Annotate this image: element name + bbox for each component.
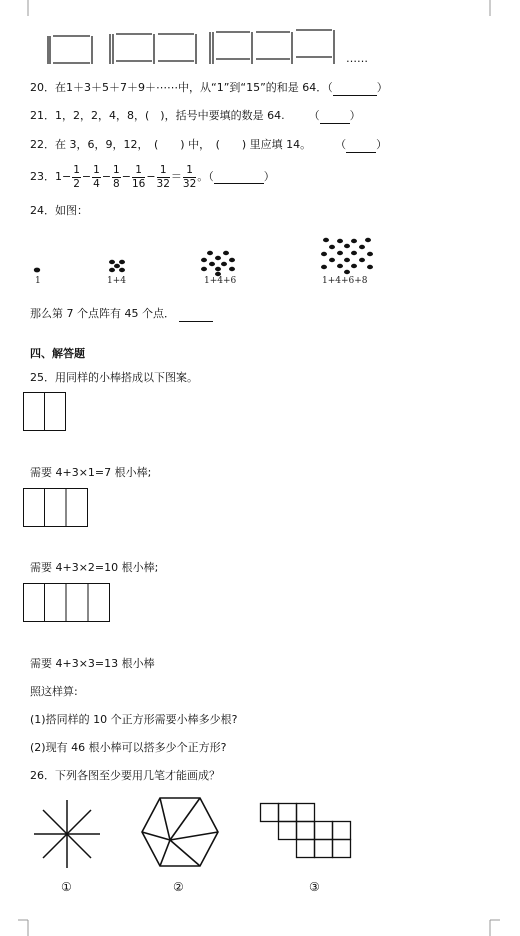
sequence-ellipsis: …… (346, 52, 368, 65)
hexagon-figure (140, 796, 220, 868)
answer-blank[interactable] (179, 309, 213, 322)
question-text: 1，2，2，4，8，( )，括号中要填的数是 64. (55, 109, 285, 122)
figure-label-1: ① (61, 880, 72, 894)
fraction: $\frac{1}{16}$ (131, 163, 146, 190)
question-number: 21． (30, 109, 55, 122)
stick-sequence-figure (40, 26, 380, 66)
question-20: 20．在1＋3＋5＋7＋9＋⋯⋯中，从“1”到“15”的和是 64．（ ） (30, 81, 388, 94)
sticks-needed-3: 需要 4+3×3=13 根小棒 (30, 657, 155, 670)
question-24 (30, 203, 88, 219)
question-22: 22．在 3，6，9，12， ( ) 中， ( ) 里应填 14。 （ ） (30, 138, 388, 151)
question-number: 22． (30, 138, 55, 151)
figure-label-2: ② (173, 880, 184, 894)
square-row-2 (23, 488, 93, 530)
sub-question-2: (2)现有 46 根小棒可以搭多少个正方形? (30, 741, 227, 754)
square-row-1 (23, 392, 73, 434)
question-text: 在 3，6，9，12， ( ) 中， ( ) 里应填 14。 (55, 138, 312, 151)
dot-array-caption-1: 1 (35, 276, 41, 286)
question-23: 23．1− $\frac{1}{2}$ − $\frac{1}{4}$ − $\frac{1}{8}$ − $\frac{1}{16}$ − $\frac{1}{32}$ ＝ $\frac{1}{32}$ 。（ ） (30, 163, 275, 190)
question-25 (30, 370, 198, 386)
figure-label-3: ③ (309, 880, 320, 894)
answer-blank[interactable] (346, 140, 376, 153)
sticks-needed-1: 需要 4+3×1=7 根小棒; (30, 466, 152, 479)
fraction: $\frac{1}{8}$ (113, 163, 120, 190)
question-number: 24． (30, 204, 55, 217)
question-24-footer: 那么第 7 个点阵有 45 个点． (30, 306, 213, 322)
answer-blank[interactable] (333, 83, 377, 96)
fraction-result: $\frac{1}{32}$ (182, 163, 197, 190)
dot-array-caption-4: 1+4+6+8 (322, 276, 368, 286)
dot-array-caption-2: 1+4 (107, 276, 126, 286)
sticks-needed-2: 需要 4+3×2=10 根小棒; (30, 561, 159, 574)
question-21: 21．1，2，2，4，8，( )，括号中要填的数是 64. （ ） (30, 109, 361, 122)
sub-question-1: (1)搭同样的 10 个正方形需要小棒多少根? (30, 713, 238, 726)
question-number: 26． (30, 769, 55, 782)
question-text: 如图： (55, 204, 88, 217)
fraction: $\frac{1}{4}$ (93, 163, 100, 190)
section-heading: 四、解答题 (30, 347, 85, 360)
question-text: 用同样的小棒搭成以下图案。 (55, 371, 198, 384)
star-lines-figure (32, 798, 102, 870)
square-row-3 (23, 583, 115, 625)
dot-array-caption-3: 1+4+6 (204, 276, 237, 286)
question-number: 20． (30, 81, 55, 94)
fraction: $\frac{1}{32}$ (156, 163, 170, 190)
fraction: $\frac{1}{2}$ (73, 163, 80, 190)
question-26 (30, 768, 220, 784)
answer-blank[interactable] (214, 171, 264, 184)
staircase-grid-figure (260, 803, 360, 867)
question-number: 23． (30, 170, 55, 183)
follow-text: 照这样算: (30, 685, 78, 698)
answer-blank[interactable] (320, 111, 350, 124)
question-number: 25． (30, 371, 55, 384)
question-text: 下列各图至少要用几笔才能画成？ (55, 769, 220, 782)
question-text: 在1＋3＋5＋7＋9＋⋯⋯中，从“1”到“15”的和是 64． (55, 81, 328, 94)
